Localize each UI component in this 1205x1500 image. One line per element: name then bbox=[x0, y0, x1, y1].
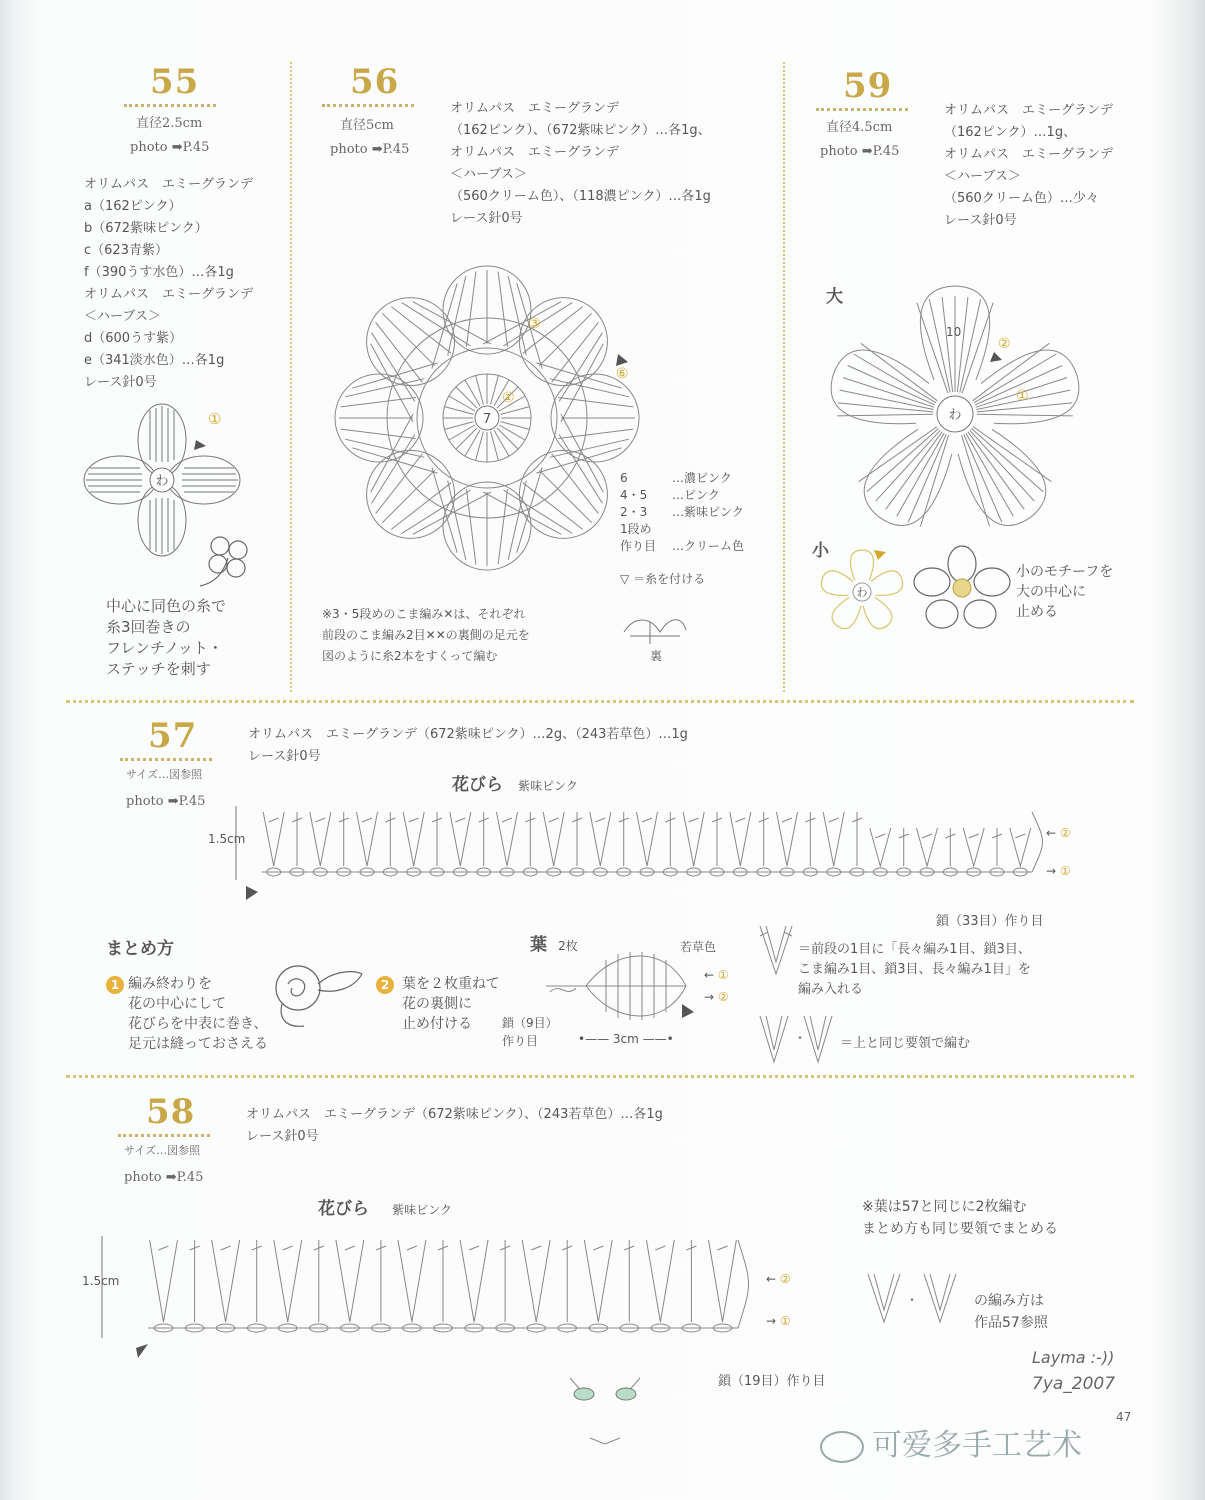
legend-row: 6 …濃ピンク bbox=[620, 471, 732, 485]
legend-row: 4・5 …ピンク bbox=[620, 488, 720, 502]
height-label: 1.5cm bbox=[82, 1274, 120, 1288]
cross-mark bbox=[409, 818, 419, 822]
large-motif-label: 大 bbox=[826, 287, 843, 307]
round-1-mark: ① bbox=[502, 390, 515, 406]
materials-list bbox=[450, 98, 711, 230]
material-line: ＜ハーブス＞ bbox=[450, 167, 527, 182]
petal-strip-58-diagram bbox=[98, 1232, 748, 1362]
cross-mark bbox=[502, 818, 512, 822]
material-line: オリムパス エミーグランデ bbox=[84, 177, 254, 192]
leaf-foundation-label bbox=[502, 1014, 558, 1050]
v-stitch bbox=[646, 1240, 674, 1322]
leaf-diagram bbox=[546, 946, 696, 1026]
stitch-line bbox=[973, 343, 1050, 401]
svg-text:・: ・ bbox=[794, 1031, 807, 1045]
round-1-mark: ① bbox=[1016, 388, 1029, 404]
stitch-line bbox=[973, 427, 1051, 482]
symbol-note-line: 編み入れる bbox=[798, 982, 864, 997]
stitch-line bbox=[448, 481, 466, 560]
petal-outline bbox=[863, 597, 892, 628]
motif-56-diagram bbox=[322, 258, 652, 568]
note-line: 大の中心に bbox=[1016, 584, 1086, 600]
petal-outline bbox=[871, 571, 903, 596]
step-line: 花の中心にして bbox=[128, 996, 226, 1012]
rose-sketch bbox=[258, 954, 368, 1034]
number-underline bbox=[816, 108, 908, 111]
cross-mark bbox=[345, 1246, 355, 1250]
materials-list bbox=[84, 174, 253, 394]
note-line: 中心に同色の糸で bbox=[106, 597, 227, 615]
cross-mark bbox=[269, 818, 279, 822]
materials-list bbox=[248, 724, 688, 768]
v-stitch bbox=[870, 828, 891, 866]
symbol-note-line: こま編み1目、鎖3目、長々編み1目」を bbox=[798, 962, 1031, 977]
foundation-chain-label: 鎖（19目）作り目 bbox=[718, 1374, 826, 1389]
stitch-line bbox=[345, 379, 424, 397]
v-stitch bbox=[709, 1240, 737, 1322]
stitch-line bbox=[345, 439, 424, 457]
leaf-chain-line: 作り目 bbox=[502, 1034, 539, 1048]
number-underline bbox=[124, 104, 216, 107]
cross-mark bbox=[593, 1246, 603, 1250]
number-underline bbox=[118, 1134, 210, 1137]
size-label: 直径4.5cm bbox=[826, 120, 893, 135]
material-line: e（341淡水色）…各1g bbox=[84, 353, 225, 368]
size-label: 直径2.5cm bbox=[136, 116, 203, 131]
note-line: ステッチを刺す bbox=[106, 660, 211, 678]
stitch-line bbox=[391, 307, 451, 354]
stitch-line bbox=[352, 448, 437, 473]
material-line: レース針0号 bbox=[450, 211, 523, 226]
stitch-line bbox=[962, 435, 990, 527]
stitch-line bbox=[848, 366, 935, 405]
v-stitch-variants-symbol bbox=[756, 1012, 838, 1068]
petal-outline bbox=[864, 429, 952, 525]
cross-mark bbox=[642, 818, 652, 822]
stitch-line bbox=[517, 467, 542, 552]
stitch-line bbox=[559, 435, 602, 504]
number-underline bbox=[322, 104, 414, 107]
v-stitch bbox=[917, 828, 938, 866]
finish-step-1 bbox=[106, 974, 128, 994]
petal-outline bbox=[821, 571, 853, 596]
stitch-line bbox=[523, 483, 583, 530]
pattern-number-57: 57 bbox=[148, 716, 198, 756]
step-number-badge: 2 bbox=[376, 976, 394, 994]
size-label: サイズ…図参照 bbox=[124, 1144, 201, 1157]
finish-step-2-text bbox=[402, 974, 500, 1034]
note-line: フレンチノット・ bbox=[106, 639, 223, 657]
step-line: 花びらを中表に巻き、 bbox=[128, 1016, 268, 1032]
note-line: ※葉は57と同じに2枚編む bbox=[862, 1199, 1027, 1215]
stitch-line bbox=[837, 414, 933, 416]
photo-reference: photo ➡P.45 bbox=[820, 144, 900, 159]
leaf-color: 若草色 bbox=[680, 940, 717, 954]
symbol-note-line: の編み方は bbox=[974, 1293, 1044, 1309]
petal-strip-57-diagram bbox=[232, 800, 1052, 910]
foundation-chain-label: 鎖（33目）作り目 bbox=[936, 914, 1044, 929]
cross-mark bbox=[782, 818, 792, 822]
pattern-number-55: 55 bbox=[150, 62, 200, 102]
v-stitch bbox=[584, 1240, 612, 1322]
stitch-line bbox=[536, 448, 621, 473]
material-line: オリムパス エミーグランデ（672紫味ピンク）、（243若草色）…各1g bbox=[246, 1107, 663, 1122]
flower-sketch bbox=[914, 546, 1010, 636]
v-stitch-symbol bbox=[756, 922, 796, 982]
stitch-line bbox=[559, 333, 602, 402]
row-1-arrow: → ① bbox=[766, 1314, 791, 1328]
stitch-line bbox=[402, 303, 471, 346]
stitch-line bbox=[456, 387, 477, 408]
stitch-line bbox=[962, 303, 993, 394]
same-method-note: ＝上と同じ要領で編む bbox=[840, 1036, 971, 1051]
pattern-number-56: 56 bbox=[350, 62, 400, 102]
stitch-line bbox=[376, 454, 423, 514]
number-underline bbox=[120, 758, 212, 761]
material-line: a（162ピンク） bbox=[84, 199, 182, 214]
stitch-line bbox=[504, 490, 573, 533]
size-label: 直径5cm bbox=[340, 118, 394, 133]
material-line: オリムパス エミーグランデ bbox=[450, 101, 620, 116]
wechat-icon bbox=[820, 1431, 864, 1463]
materials-list bbox=[246, 1104, 663, 1148]
step-line: 足元は縫っておさえる bbox=[128, 1036, 268, 1052]
leaf-row-1-arrow: ← ① bbox=[704, 968, 729, 982]
pattern-number-59: 59 bbox=[843, 66, 893, 106]
v-stitch bbox=[212, 1240, 240, 1322]
cross-mark bbox=[315, 818, 325, 822]
legend-row: 1段め bbox=[620, 522, 652, 536]
section-divider bbox=[66, 1075, 1134, 1078]
cross-mark bbox=[735, 818, 745, 822]
stitch-line bbox=[448, 276, 466, 355]
stitch-line bbox=[968, 432, 1024, 510]
v-stitch bbox=[460, 1240, 488, 1322]
cross-mark bbox=[159, 1246, 169, 1250]
stitch-line bbox=[550, 439, 629, 457]
stitch-line bbox=[977, 403, 1072, 412]
material-line: レース針0号 bbox=[246, 1129, 319, 1144]
stitch-line bbox=[508, 481, 526, 560]
stitch-line bbox=[432, 467, 457, 552]
round-2-mark: ② bbox=[998, 336, 1011, 352]
color-legend bbox=[620, 470, 744, 555]
stitch-line bbox=[966, 433, 1013, 516]
svg-text:・: ・ bbox=[906, 1293, 919, 1307]
material-line: レース針0号 bbox=[944, 213, 1017, 228]
clover-sketch bbox=[196, 528, 266, 598]
size-label: サイズ…図参照 bbox=[126, 768, 203, 781]
step-line: 葉を２枚重ねて bbox=[402, 976, 500, 992]
finish-heading: まとめ方 bbox=[106, 939, 174, 959]
material-line: （162ピンク）、（672紫味ピンク）…各1g、 bbox=[450, 123, 711, 138]
section-divider bbox=[66, 700, 1134, 703]
stitch-line bbox=[391, 483, 451, 530]
note-line: ※3・5段めのこま編み✕は、それぞれ bbox=[322, 607, 526, 621]
center-ring-label: 7 bbox=[482, 412, 492, 427]
stitch-line bbox=[897, 433, 944, 516]
stitch-line bbox=[372, 435, 415, 504]
turning-curve bbox=[738, 1240, 749, 1328]
note-line: 前段のこま編み2目✕✕の裏側の足元を bbox=[322, 628, 530, 642]
cross-mark bbox=[221, 1246, 231, 1250]
stitch-line bbox=[508, 276, 526, 355]
back-label: 裏 bbox=[650, 649, 663, 663]
stitch-line bbox=[859, 427, 937, 482]
material-line: f（390うす水色）…各1g bbox=[84, 265, 234, 280]
photo-reference: photo ➡P.45 bbox=[130, 140, 210, 155]
symbol-reference-note bbox=[974, 1290, 1048, 1334]
petal-heading: 花びら 紫味ピンク bbox=[318, 1199, 452, 1219]
stitch-line bbox=[382, 313, 434, 365]
materials-list bbox=[944, 100, 1113, 232]
stitch-line bbox=[843, 378, 934, 408]
leaf-row-2-arrow: → ② bbox=[704, 990, 729, 1004]
material-line: d（600うす紫） bbox=[84, 331, 183, 346]
cat-face-sketch bbox=[560, 1368, 650, 1448]
material-line: オリムパス エミーグランデ bbox=[944, 147, 1114, 162]
cross-mark bbox=[689, 818, 699, 822]
leaf-width: •—— 3cm ——• bbox=[578, 1032, 674, 1046]
v-stitch bbox=[336, 1240, 364, 1322]
stitch-count-mark: 10 bbox=[946, 325, 962, 339]
v-stitch-note bbox=[798, 940, 1031, 1000]
note-line: 止める bbox=[1016, 604, 1058, 620]
stitch-line bbox=[497, 428, 518, 449]
cross-mark bbox=[455, 818, 465, 822]
step-line: 止め付ける bbox=[402, 1016, 472, 1032]
petal-outline bbox=[850, 550, 873, 580]
photo-reference: photo ➡P.45 bbox=[330, 142, 410, 157]
stitch-line bbox=[886, 432, 942, 510]
note-line: 小のモチーフを bbox=[1016, 564, 1114, 580]
v-stitch-variants-symbol bbox=[864, 1270, 964, 1330]
stitch-line bbox=[552, 322, 599, 382]
material-line: オリムパス エミーグランデ bbox=[944, 103, 1114, 118]
turning-curve bbox=[1032, 812, 1043, 872]
page-number: 47 bbox=[1116, 1410, 1132, 1424]
attach-note bbox=[1016, 562, 1113, 622]
stitch-line bbox=[536, 363, 621, 388]
material-line: b（672紫味ピンク） bbox=[84, 221, 208, 236]
stitch-line bbox=[972, 429, 1044, 492]
stitch-line bbox=[539, 470, 591, 522]
material-line: オリムパス エミーグランデ（672紫味ピンク）…2g、（243若草色）…1g bbox=[248, 727, 688, 742]
svg-text:わ: わ bbox=[856, 586, 868, 599]
material-line: オリムパス エミーグランデ bbox=[84, 287, 254, 302]
stitch-line bbox=[402, 490, 471, 533]
material-line: オリムパス エミーグランデ bbox=[450, 145, 620, 160]
cross-mark bbox=[469, 1246, 479, 1250]
v-stitch bbox=[963, 828, 984, 866]
material-line: c（623青紫） bbox=[84, 243, 168, 258]
signature-2: 7ya_2007 bbox=[1032, 1374, 1116, 1394]
leaf-chain-line: 鎖（9目） bbox=[502, 1016, 558, 1030]
signature-1: Layma :-)) bbox=[1032, 1348, 1115, 1367]
cross-mark bbox=[407, 1246, 417, 1250]
motif-59-small-diagram bbox=[814, 546, 904, 636]
legend-row: 2・3 …紫味ピンク bbox=[620, 505, 744, 519]
finish-step-2 bbox=[376, 974, 398, 994]
leaf-heading: 葉 2枚 bbox=[530, 935, 578, 955]
stitch-line bbox=[861, 343, 938, 401]
v-stitch bbox=[522, 1240, 550, 1322]
step-number-badge: 1 bbox=[106, 976, 124, 994]
v-stitch bbox=[274, 1240, 302, 1322]
stitch-line bbox=[970, 430, 1035, 501]
stitch-line bbox=[456, 428, 477, 449]
stitch-line bbox=[432, 283, 457, 368]
small-motif-label: 小 bbox=[812, 541, 829, 561]
stitch-line bbox=[867, 429, 939, 492]
stitch-line bbox=[917, 303, 948, 394]
stitch-line bbox=[382, 470, 434, 522]
center-ring-label: わ bbox=[155, 474, 169, 489]
stitch-line bbox=[352, 363, 437, 388]
row-2-arrow: ← ② bbox=[766, 1272, 791, 1286]
photo-reference: photo ➡P.45 bbox=[124, 1170, 204, 1185]
stitch-line bbox=[376, 322, 423, 382]
stitch-line bbox=[920, 435, 948, 527]
cross-mark bbox=[283, 1246, 293, 1250]
stitch-line bbox=[964, 434, 1002, 522]
motif-59-large-diagram bbox=[810, 272, 1100, 532]
v-stitch bbox=[1010, 828, 1031, 866]
petal-outline bbox=[958, 429, 1046, 525]
cross-mark bbox=[829, 818, 839, 822]
watermark: 可爱多手工艺术 bbox=[820, 1420, 1082, 1464]
cross-mark bbox=[922, 834, 932, 838]
finish-step-1-text bbox=[128, 974, 268, 1054]
cross-mark bbox=[655, 1246, 665, 1250]
stitch-line bbox=[908, 434, 946, 522]
petal-outline bbox=[981, 350, 1079, 424]
height-label: 1.5cm bbox=[208, 832, 246, 846]
v-stitch bbox=[398, 1240, 426, 1322]
petal-outline bbox=[832, 597, 861, 628]
column-divider bbox=[783, 62, 785, 692]
photo-reference: photo ➡P.45 bbox=[126, 794, 206, 809]
legend-row: 作り目 …クリーム色 bbox=[620, 539, 745, 553]
round-1-mark: ① bbox=[208, 410, 222, 428]
stitch-line bbox=[539, 313, 591, 365]
round-6-mark: ⑥ bbox=[616, 366, 629, 382]
cross-mark bbox=[595, 818, 605, 822]
center-ring-label: わ bbox=[948, 408, 962, 423]
material-line: （162ピンク）…1g、 bbox=[944, 125, 1077, 140]
stitch-line bbox=[876, 430, 941, 501]
cross-mark bbox=[718, 1246, 728, 1250]
french-knot-note bbox=[106, 596, 226, 680]
note-line: 糸3回巻きの bbox=[106, 618, 191, 636]
symbol-note-line: 作品57参照 bbox=[974, 1315, 1048, 1331]
material-line: （560クリーム色）、（118濃ピンク）…各1g bbox=[450, 189, 711, 204]
note-line: まとめ方も同じ要領でまとめる bbox=[862, 1221, 1058, 1237]
round-3-mark: ③ bbox=[528, 316, 541, 332]
row-2-arrow: ← ② bbox=[1046, 826, 1071, 840]
open-triangle-icon: ▽ bbox=[620, 572, 630, 586]
step-line: 花の裏側に bbox=[402, 996, 472, 1012]
cross-mark bbox=[549, 818, 559, 822]
back-loop-sketch bbox=[620, 612, 690, 662]
row-1-arrow: → ① bbox=[1046, 864, 1071, 878]
cross-mark bbox=[362, 818, 372, 822]
leaf-note bbox=[862, 1196, 1058, 1240]
stitch-line bbox=[552, 454, 599, 514]
column-divider bbox=[290, 62, 292, 692]
note-line: 図のように糸2本をすくって編む bbox=[322, 649, 498, 663]
petal-outline bbox=[831, 350, 929, 424]
cross-mark bbox=[875, 834, 885, 838]
single-crochet-note bbox=[322, 604, 530, 667]
v-stitch bbox=[150, 1240, 178, 1322]
symbol-note-line: ＝前段の1目に「長々編み1目、鎖3目、 bbox=[798, 942, 1031, 957]
pattern-number-58: 58 bbox=[146, 1092, 196, 1132]
material-line: ＜ハーブス＞ bbox=[944, 169, 1021, 184]
cross-mark bbox=[969, 834, 979, 838]
material-line: ＜ハーブス＞ bbox=[84, 309, 161, 324]
attach-yarn-legend: ▽ ＝糸を付ける bbox=[620, 572, 706, 586]
step-line: 編み終わりを bbox=[128, 976, 212, 992]
cross-mark bbox=[1015, 834, 1025, 838]
material-line: （560クリーム色）…少々 bbox=[944, 191, 1099, 206]
cross-mark bbox=[531, 1246, 541, 1250]
material-line: レース針0号 bbox=[84, 375, 157, 390]
petal-heading: 花びら 紫味ピンク bbox=[452, 775, 578, 795]
stitch-line bbox=[977, 414, 1073, 416]
stitch-line bbox=[372, 333, 415, 402]
material-line: レース針0号 bbox=[248, 749, 321, 764]
stitch-line bbox=[838, 403, 933, 412]
